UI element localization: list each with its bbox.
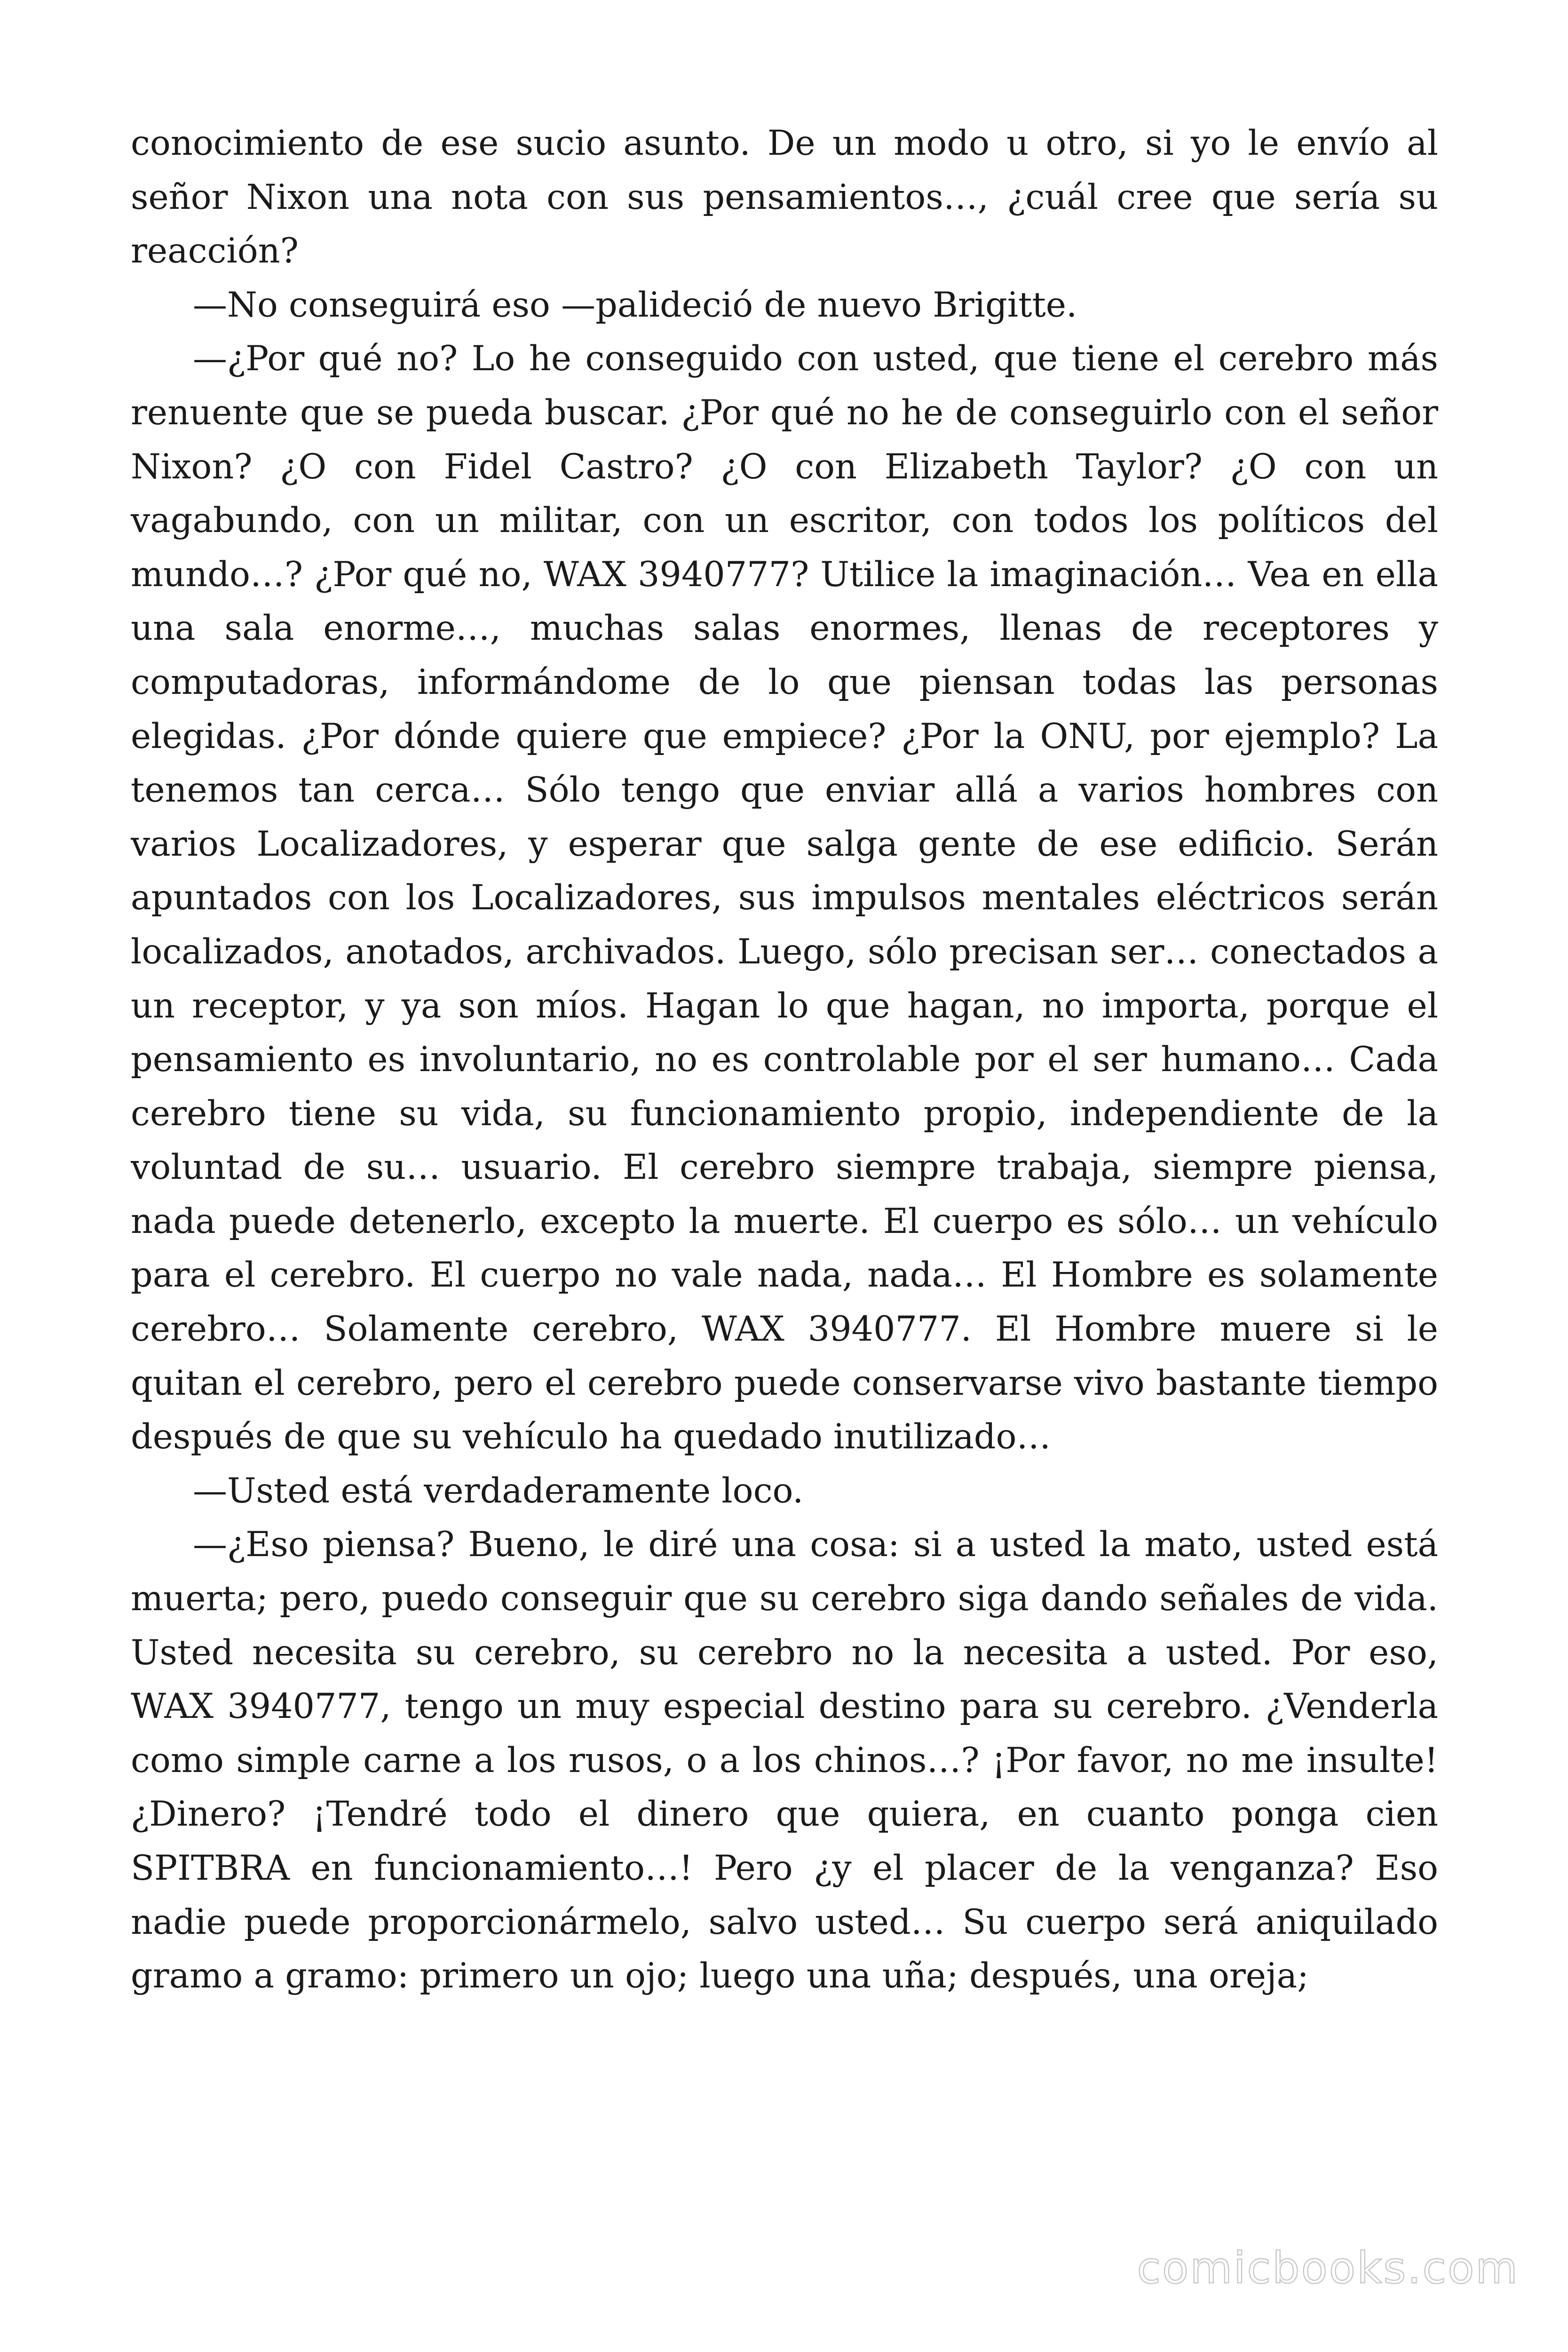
watermark-text: comicbooks.com <box>1137 2243 1519 2293</box>
paragraph-4: —Usted está verdaderamente loco. <box>193 1470 804 1511</box>
paragraph-5: —¿Eso piensa? Bueno, le diré una cosa: si a usted la mato, usted está muerta; pero, puedo conseguir que su cerebro siga dando señales de vida. Usted necesita su cerebro, su cerebro no la necesita a usted. Por eso, WAX 3940777, tengo un muy especial destino para su cerebro. ¿Venderla como simple carne a los rusos, o a los chinos…? ¡Por favor, no me insulte! ¿Dinero? ¡Tendré todo el dinero que quiera, en cuanto ponga cien SPITBRA en funcionamiento…! Pero ¿y el placer de la venganza? Eso nadie puede proporcionármelo, salvo usted… Su cuerpo será aniquilado gramo a gramo: primero un ojo; luego una uña; después, una oreja; <box>131 1525 1438 1996</box>
body-text <box>131 117 1438 2003</box>
paragraph-2: —No conseguirá eso —palideció de nuevo Brigitte. <box>193 285 1077 325</box>
paragraph-1: conocimiento de ese sucio asunto. De un modo u otro, si yo le envío al señor Nixon una nota con sus pensamientos…, ¿cuál cree que sería su reacción? <box>131 123 1438 271</box>
paragraph-3: —¿Por qué no? Lo he conseguido con usted, que tiene el cerebro más renuente que se pueda buscar. ¿Por qué no he de conseguirlo con el señor Nixon? ¿O con Fidel Castro? ¿O con Elizabeth Taylor? ¿O con un vagabundo, con un militar, con un escritor, con todos los políticos del mundo…? ¿Por qué no, WAX 3940777? Utilice la imaginación… Vea en ella una sala enorme…, muchas salas enormes, llenas de receptores y computadoras, informándome de lo que piensan todas las personas elegidas. ¿Por dónde quiere que empiece? ¿Por la ONU, por ejemplo? La tenemos tan cerca… Sólo tengo que enviar allá a varios hombres con varios Localizadores, y esperar que salga gente de ese edificio. Serán apuntados con los Localizadores, sus impulsos mentales eléctricos serán localizados, anotados, archivados. Luego, sólo precisan ser… conectados a un receptor, y ya son míos. Hagan lo que hagan, no importa, porque el pensamiento es involuntario, no es controlable por el ser humano… Cada cerebro tiene su vida, su funcionamiento propio, independiente de la voluntad de su… usuario. El cerebro siempre trabaja, siempre piensa, nada puede detenerlo, excepto la muerte. El cuerpo es sólo… un vehículo para el cerebro. El cuerpo no vale nada, nada… El Hombre es solamente cerebro… Solamente cerebro, WAX 3940777. El Hombre muere si le quitan el cerebro, pero el cerebro puede conservarse vivo bastante tiempo después de que su vehículo ha quedado inutilizado… <box>131 339 1438 1457</box>
